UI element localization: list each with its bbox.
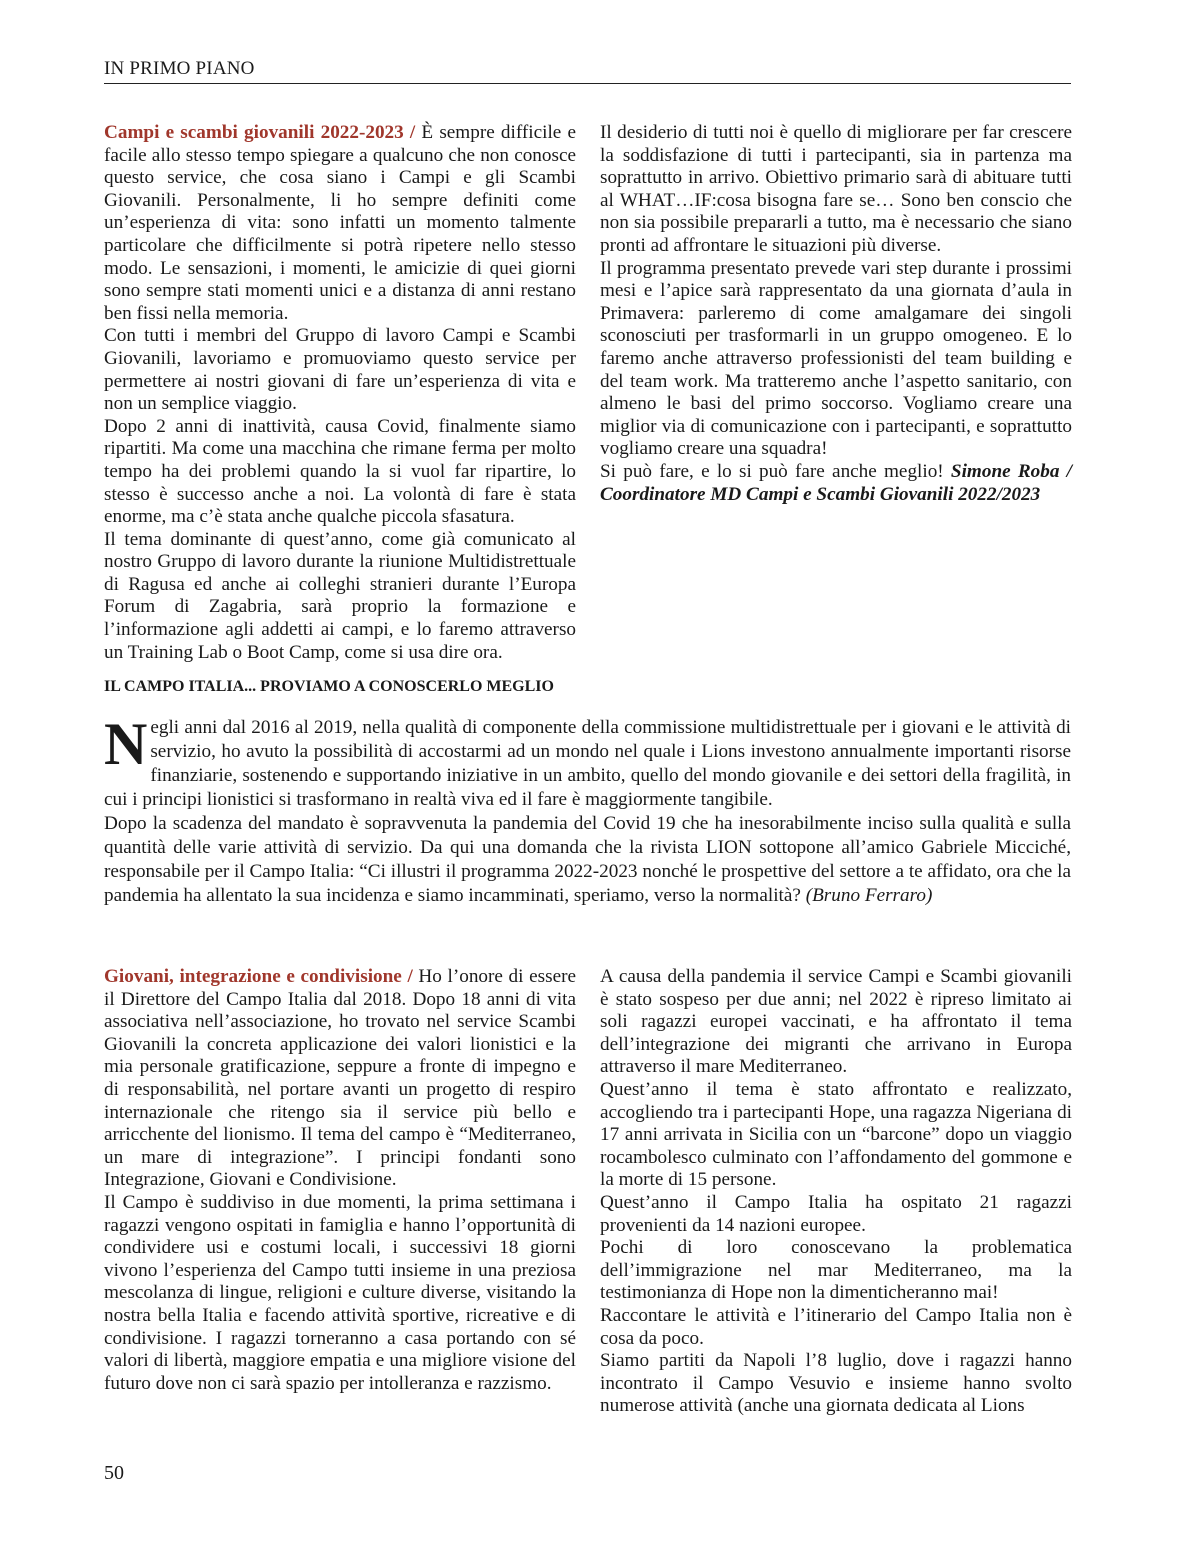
article1-lead: Campi e scambi giovanili 2022-2023 / bbox=[104, 122, 416, 143]
article2-paragraph-7: Raccontare le attività e l’itinerario del Campo Italia non è cosa da poco. bbox=[600, 1304, 1072, 1349]
article1-paragraph-3: Dopo 2 anni di inattività, causa Covid, finalmente siamo ripartiti. Ma come una macchina che rimane ferma per molto tempo ha dei problemi quando la si vuol far ripartire, lo stesso è successo anche a noi. La volontà di fare è stata enorme, ma c’è stata anche qualche piccola sfasatura. bbox=[104, 415, 576, 528]
drop-cap: N bbox=[104, 711, 148, 777]
article1-right-column bbox=[600, 122, 1072, 506]
article2-paragraph-4: Quest’anno il tema è stato affrontato e realizzato, accogliendo tra i partecipanti Hope, una ragazza Nigeriana di 17 anni arrivata in Sicilia con un “barcone” dopo un viaggio rocambolesco culminato con l’affondamento del gommone e la morte di 15 persone. bbox=[600, 1078, 1072, 1191]
article1-signature: Simone Roba / Coordinatore MD Campi e Scambi Giovanili 2022/2023 bbox=[600, 460, 1072, 505]
section-title: IL CAMPO ITALIA... PROVIAMO A CONOSCERLO MEGLIO bbox=[104, 678, 554, 695]
intro-author: (Bruno Ferraro) bbox=[805, 885, 933, 906]
article1-paragraph-2: Con tutti i membri del Gruppo di lavoro Campi e Scambi Giovanili, lavoriamo e promuoviamo questo service per permettere ai nostri giovani di fare un’esperienza di vita e non un semplice viaggio. bbox=[104, 325, 576, 415]
article1-paragraph-6: Il programma presentato prevede vari step durante i prossimi mesi e l’apice sarà rappresentato da una giornata d’aula in Primavera: parleremo di come amalgamare dei singoli sconosciuti per trasformarli in un gruppo omogeneo. E lo faremo anche attraverso professionisti del team building e del team work. Ma tratteremo anche l’aspetto sanitario, con almeno le basi del primo soccorso. Vogliamo creare una miglior via di comunicazione con i partecipanti, e soprattutto vogliamo creare una squadra! bbox=[600, 257, 1072, 460]
article2-paragraph-8: Siamo partiti da Napoli l’8 luglio, dove i ragazzi hanno incontrato il Campo Vesuvio e insieme hanno svolto numerose attività (anche una giornata dedicata al Lions bbox=[600, 1350, 1072, 1417]
article1-paragraph-1: Campi e scambi giovanili 2022-2023 / È sempre difficile e facile allo stesso tempo spiegare a qualcuno che non conosce questo service, che cosa siano i Campi e gli Scambi Giovanili. Personalmente, li ho sempre definiti come un’esperienza di vita: sono infatti un momento talmente particolare che difficilmente si potrà ripetere nello stesso modo. Le sensazioni, i momenti, le amicizie di quei giorni sono sempre stati momenti unici e a distanza di anni restano ben fissi nella memoria. bbox=[104, 122, 576, 324]
article2-left-column bbox=[104, 966, 576, 1395]
intro-block bbox=[104, 711, 1071, 908]
section-header: IN PRIMO PIANO bbox=[104, 58, 1071, 84]
article2-paragraph-5: Quest’anno il Campo Italia ha ospitato 21 ragazzi provenienti da 14 nazioni europee. bbox=[600, 1191, 1072, 1236]
article1-paragraph-4: Il tema dominante di quest’anno, come già comunicato al nostro Gruppo di lavoro durante la riunione Multidistrettuale di Ragusa ed anche ai colleghi stranieri durante l’Europa Forum di Zagabria, sarà proprio la formazione e l’informazione agli addetti ai campi, e lo faremo attraverso un Training Lab o Boot Camp, come si usa dire ora. bbox=[104, 528, 576, 663]
article2-right-column bbox=[600, 966, 1072, 1418]
page-number: 50 bbox=[104, 1462, 124, 1484]
article1-paragraph-7: Si può fare, e lo si può fare anche meglio! Simone Roba / Coordinatore MD Campi e Scambi Giovanili 2022/2023 bbox=[600, 460, 1072, 505]
article2-paragraph-6: Pochi di loro conoscevano la problematica dell’immigrazione nel mar Mediterraneo, ma la testimonianza di Hope non la dimenticheranno mai! bbox=[600, 1237, 1072, 1304]
article2-lead: Giovani, integrazione e condivisione / bbox=[104, 966, 413, 987]
article2-paragraph-3: A causa della pandemia il service Campi e Scambi giovanili è stato sospeso per due anni; nel 2022 è ripreso limitato ai soli ragazzi europei vaccinati, e ha affrontato il tema dell’integrazione dei migranti che arrivano in Europa attraverso il mare Mediterraneo. bbox=[600, 966, 1072, 1078]
article2-paragraph-1: Giovani, integrazione e condivisione / Ho l’onore di essere il Direttore del Campo Italia dal 2018. Dopo 18 anni di vita associativa nell’associazione, ho trovato nel service Scambi Giovanili la concreta applicazione dei valori lionistici e la mia personale gratificazione, seppure a fronte di impegno e di responsabilità, nel portare avanti un progetto di respiro internazionale che ritengo sia il service più bello e arricchente del lionismo. Il tema del campo è “Mediterraneo, un mare di integrazione”. I principi fondanti sono Integrazione, Giovani e Condivisione. bbox=[104, 966, 576, 1191]
article2-paragraph-2: Il Campo è suddiviso in due momenti, la prima settimana i ragazzi vengono ospitati in famiglia e hanno l’opportunità di condividere usi e costumi locali, i successivi 18 giorni vivono l’esperienza del Campo tutti insieme in una preziosa mescolanza di lingue, religioni e culture diverse, visitando la nostra bella Italia e facendo attività sportive, ricreative e di condivisione. I ragazzi torneranno a casa portando con sé valori di libertà, maggiore empatia e una migliore visione del futuro dove non ci sarà spazio per intolleranza e razzismo. bbox=[104, 1191, 576, 1394]
article1-left-column bbox=[104, 122, 576, 664]
intro-paragraph-2: Dopo la scadenza del mandato è sopravvenuta la pandemia del Covid 19 che ha inesorabilmente inciso sulla qualità e sulla quantità delle varie attività di servizio. Da qui una domanda che la rivista LION sottopone all’amico Gabriele Micciché, responsabile per il Campo Italia: “Ci illustri il programma 2022-2023 nonché le prospettive del settore a te affidato, ora che la pandemia ha allentato la sua incidenza e siamo incamminati, speriamo, verso la normalità? (Bruno Ferraro) bbox=[104, 813, 1071, 906]
intro-paragraph-1: Negli anni dal 2016 al 2019, nella qualità di componente della commissione multidistrettuale per i giovani e le attività di servizio, ho avuto la possibilità di accostarmi ad un mondo nel quale i Lions investono annualmente importanti risorse finanziarie, sostenendo e supportando iniziative in un ambito, quello del mondo giovanile e dei settori della fragilità, in cui i principi lionistici si trasformano in realtà viva ed il fare è maggiormente tangibile. bbox=[104, 711, 1071, 810]
article1-paragraph-5: Il desiderio di tutti noi è quello di migliorare per far crescere la soddisfazione di tutti i partecipanti, sia in partenza ma soprattutto in arrivo. Obiettivo primario sarà di abituare tutti al WHAT…IF:cosa bisogna fare se… Sono ben conscio che non sia possibile prepararli a tutto, ma è necessario che siano pronti ad affrontare le situazioni più diverse. bbox=[600, 122, 1072, 256]
